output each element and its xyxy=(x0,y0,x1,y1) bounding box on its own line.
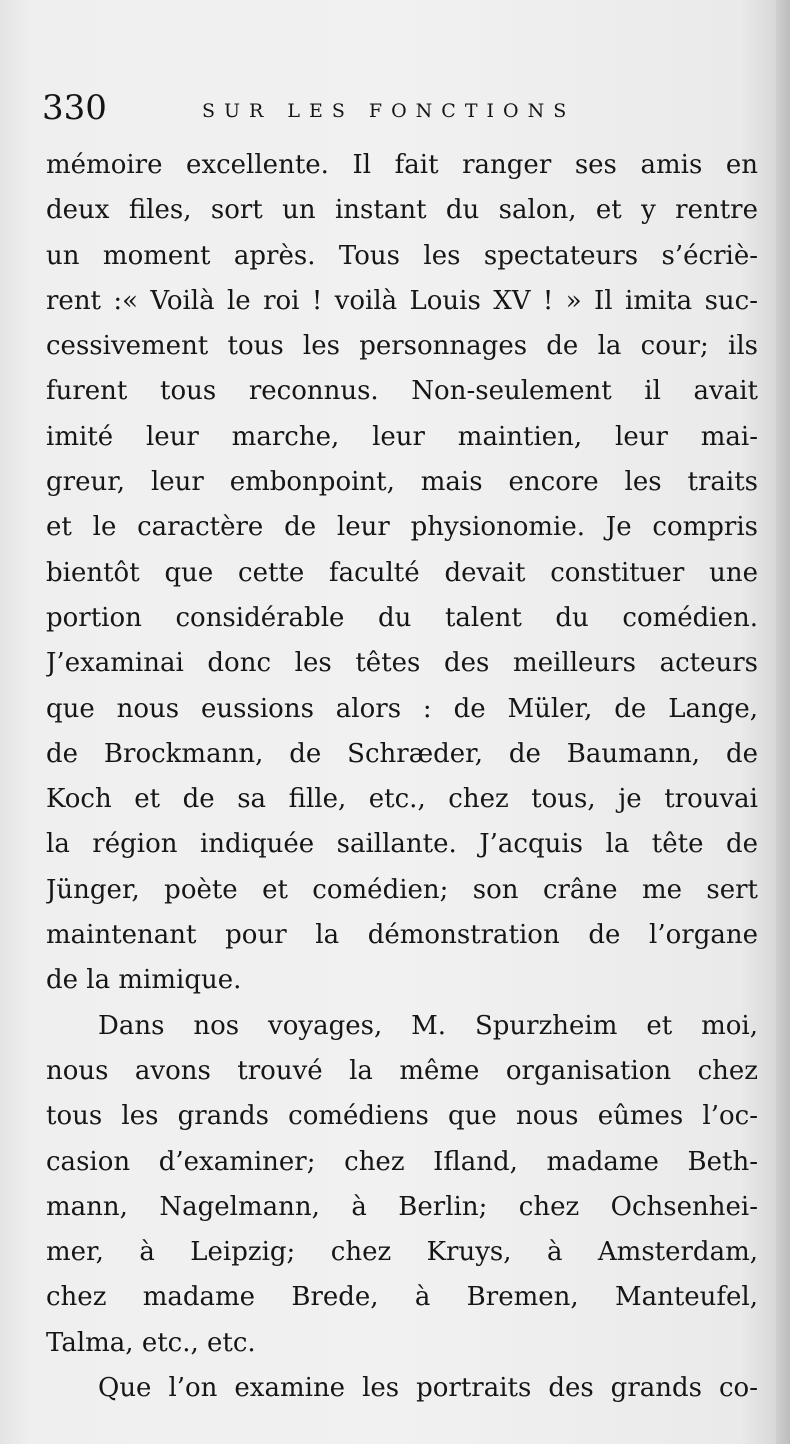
text-line: portion considérable du talent du comédien. xyxy=(46,602,758,633)
text-line: furent tous reconnus. Non-seulement il avait xyxy=(46,376,758,407)
text-line: bientôt que cette faculté devait constituer une xyxy=(46,557,758,588)
text-line: maintenant pour la démonstration de l’organe xyxy=(46,920,758,951)
text-line: Koch et de sa fille, etc., chez tous, je trouvai xyxy=(46,784,758,815)
text-line: J’examinai donc les têtes des meilleurs acteurs xyxy=(46,648,758,679)
text-line: imité leur marche, leur maintien, leur mai- xyxy=(46,421,758,452)
text-line: greur, leur embonpoint, mais encore les traits xyxy=(46,467,758,498)
text-line: que nous eussions alors : de Müler, de Lange, xyxy=(46,693,758,724)
text-line: mémoire excellente. Il fait ranger ses amis en xyxy=(46,150,758,180)
page-number: 330 xyxy=(42,88,107,128)
text-line: mer, à Leipzig; chez Kruys, à Amsterdam, xyxy=(46,1237,758,1268)
text-line: Talma, etc., etc. xyxy=(46,1327,256,1358)
text-line: Que l’on examine les portraits des grands co- xyxy=(98,1373,758,1404)
text-line: Jünger, poète et comédien; son crâne me sert xyxy=(46,874,758,905)
text-line: casion d’examiner; chez Ifland, madame Beth- xyxy=(46,1146,758,1177)
text-line: mann, Nagelmann, à Berlin; chez Ochsenhei- xyxy=(46,1191,758,1222)
page-header xyxy=(42,88,742,138)
text-line: et le caractère de leur physionomie. Je compris xyxy=(46,512,758,543)
text-line: nous avons trouvé la même organisation chez xyxy=(46,1055,758,1086)
page-edge-shadow xyxy=(776,0,790,1444)
text-line: la région indiquée saillante. J’acquis la tête de xyxy=(46,829,758,860)
text-line: cessivement tous les personnages de la cour; ils xyxy=(46,331,758,362)
text-line: chez madame Brede, à Bremen, Manteufel, xyxy=(46,1282,758,1313)
text-line: tous les grands comédiens que nous eûmes l’oc- xyxy=(46,1101,758,1132)
text-line: rent :« Voilà le roi ! voilà Louis XV ! » Il imita suc- xyxy=(46,285,758,316)
text-line: un moment après. Tous les spectateurs s’écriè- xyxy=(46,240,758,271)
text-line: de Brockmann, de Schræder, de Baumann, de xyxy=(46,738,758,769)
text-line: deux files, sort un instant du salon, et y rentre xyxy=(46,195,758,226)
body-text xyxy=(46,143,758,1411)
text-line: Dans nos voyages, M. Spurzheim et moi, xyxy=(98,1010,758,1041)
text-line: de la mimique. xyxy=(46,965,242,996)
running-head: SUR LES FONCTIONS xyxy=(202,100,576,122)
